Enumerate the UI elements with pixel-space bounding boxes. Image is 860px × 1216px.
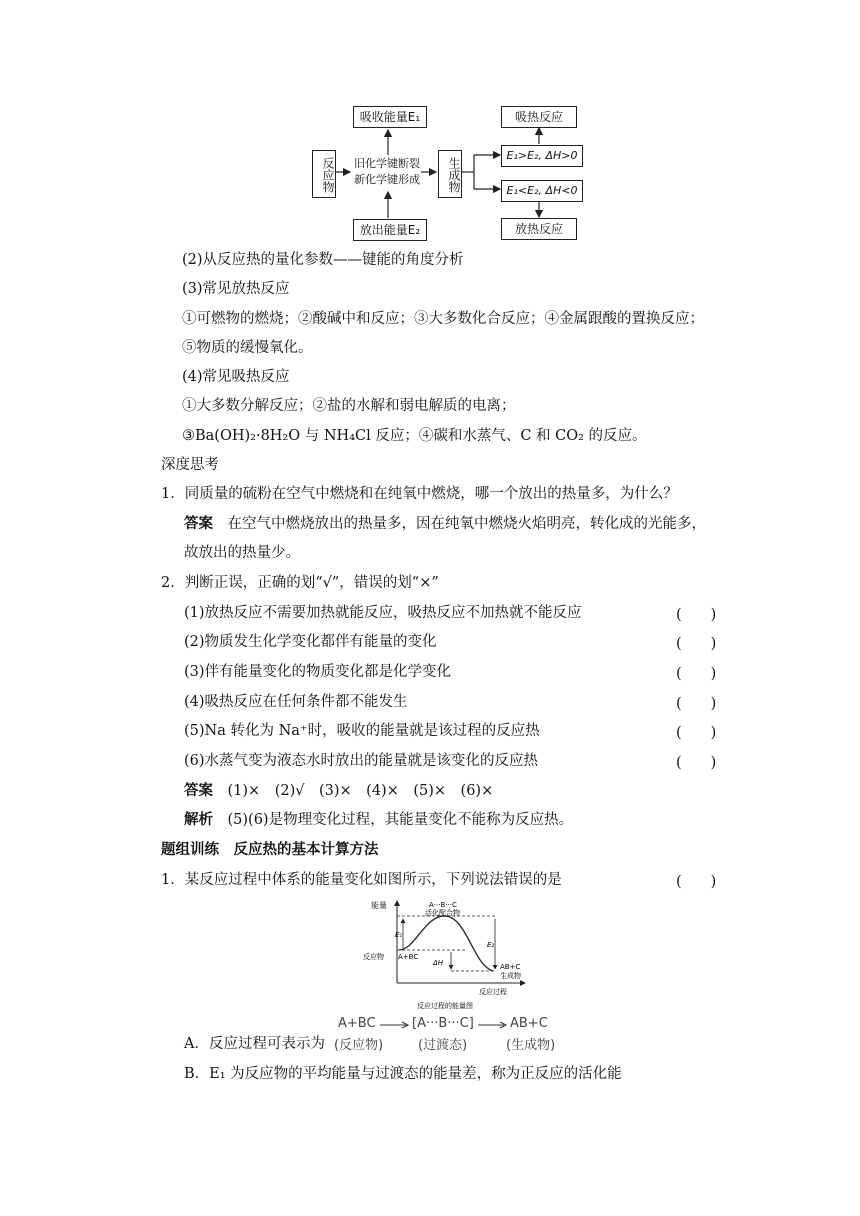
e1-label: E₁ <box>395 931 403 939</box>
judge-item-1: (1)放热反应不需要加热就能反应，吸热反应不加热就不能反应 <box>184 605 582 621</box>
endothermic-condition-box: E₁>E₂, ΔH>0 <box>501 145 583 167</box>
answer-label: 答案 <box>184 783 213 799</box>
energy-profile-diagram <box>355 895 535 1015</box>
peak-label: A···B···C <box>429 901 457 909</box>
para-bond-energy: (2)从反应热的量化参数——键能的角度分析 <box>182 252 464 268</box>
test-answer-paren: ( ) <box>676 874 717 890</box>
option-b: B．E₁ 为反应物的平均能量与过渡态的能量差，称为正反应的活化能 <box>184 1066 622 1082</box>
bond-break-label: 旧化学键断裂 <box>354 157 420 170</box>
option-a: A．反应过程可表示为 <box>184 1036 325 1052</box>
endothermic-result-box: 吸热反应 <box>501 106 577 128</box>
judge-item-6: (6)水蒸气变为液态水时放出的能量就是该变化的反应热 <box>184 753 539 769</box>
judge-item-5: (5)Na 转化为 Na⁺时，吸收的能量就是该过程的反应热 <box>184 723 540 739</box>
question-1: 1．同质量的硫粉在空气中燃烧和在纯氧中燃烧，哪一个放出的热量多，为什么？ <box>161 486 678 502</box>
bond-change-text <box>350 156 424 188</box>
answer-1-line-2: 故放出的热量少。 <box>184 545 300 561</box>
para-exothermic-list-1: ①可燃物的燃烧；②酸碱中和反应；③大多数化合反应；④金属跟酸的置换反应； <box>182 311 704 327</box>
exercise-group-heading: 题组训练 反应热的基本计算方法 <box>161 842 379 858</box>
answer-paren-5: ( ) <box>676 725 717 741</box>
answer-2 <box>184 781 493 801</box>
para-endothermic-title: (4)常见吸热反应 <box>182 369 290 385</box>
reactant-side-label: 反应物 <box>363 953 384 961</box>
analysis <box>184 810 573 830</box>
answer-paren-3: ( ) <box>676 666 717 682</box>
energy-axis-label: 能量 <box>371 901 387 910</box>
e2-label: E₂ <box>487 941 495 949</box>
activated-complex-label: 活化配合物 <box>425 909 460 917</box>
reactant-box: 反应物 <box>312 150 336 198</box>
answer-1-text: 在空气中燃烧放出的热量多，因在纯氧中燃烧火焰明亮，转化成的光能多， <box>227 516 706 532</box>
release-energy-box: 放出能量E₂ <box>353 219 427 241</box>
diagram-caption: 反应过程的能量图 <box>417 1002 473 1010</box>
answer-paren-4: ( ) <box>676 696 717 712</box>
absorb-energy-box: 吸收能量E₁ <box>353 106 427 128</box>
energy-curve <box>399 916 493 971</box>
deep-thinking-heading: 深度思考 <box>161 457 219 473</box>
answer-label: 答案 <box>184 516 213 532</box>
para-endothermic-list-2: ③Ba(OH)₂·8H₂O 与 NH₄Cl 反应；④碳和水蒸气、C 和 CO₂ 的反应。 <box>182 428 647 444</box>
product-box: 生成物 <box>438 150 462 198</box>
answer-paren-1: ( ) <box>676 607 717 623</box>
product-label: AB+C <box>500 963 521 971</box>
eq-transition: [A···B···C] <box>412 1016 474 1031</box>
test-question-1: 1．某反应过程中体系的能量变化如图所示，下列说法错误的是 <box>161 872 562 888</box>
question-2: 2．判断正误，正确的划“√”，错误的划“×” <box>161 575 439 591</box>
answer-paren-6: ( ) <box>676 755 717 771</box>
arrow-icon <box>478 1020 508 1030</box>
answer-2-text: (1)× (2)√ (3)× (4)× (5)× (6)× <box>227 783 494 799</box>
exothermic-condition-box: E₁<E₂, ΔH<0 <box>501 180 583 202</box>
eq-transition-note: (过渡态) <box>418 1038 468 1053</box>
reaction-equation <box>334 1016 574 1054</box>
product-side-label: 生成物 <box>500 972 521 980</box>
analysis-text: (5)(6)是物理变化过程，其能量变化不能称为反应热。 <box>227 812 574 828</box>
answer-paren-2: ( ) <box>676 636 717 652</box>
eq-reactant: A+BC <box>338 1016 376 1031</box>
judge-item-4: (4)吸热反应在任何条件都不能发生 <box>184 694 408 710</box>
para-exothermic-list-2: ⑤物质的缓慢氧化。 <box>182 340 313 356</box>
judge-item-3: (3)伴有能量变化的物质变化都是化学变化 <box>184 664 452 680</box>
judge-item-2: (2)物质发生化学变化都伴有能量的变化 <box>184 634 437 650</box>
diagram-connectors <box>0 0 860 250</box>
answer-1-line-1 <box>184 514 706 534</box>
exothermic-result-box: 放热反应 <box>501 218 577 240</box>
eq-reactant-note: (反应物) <box>334 1038 384 1053</box>
bond-form-label: 新化学键形成 <box>354 173 420 186</box>
eq-product: AB+C <box>510 1016 548 1031</box>
arrow-icon <box>380 1020 410 1030</box>
eq-product-note: (生成物) <box>506 1038 556 1053</box>
para-exothermic-title: (3)常见放热反应 <box>182 281 290 297</box>
dh-label: ΔH <box>433 959 444 967</box>
para-endothermic-list-1: ①大多数分解反应；②盐的水解和弱电解质的电离； <box>182 398 516 414</box>
reactant-label: A+BC <box>398 953 419 961</box>
x-axis-label: 反应过程 <box>479 988 507 996</box>
analysis-label: 解析 <box>184 812 213 828</box>
